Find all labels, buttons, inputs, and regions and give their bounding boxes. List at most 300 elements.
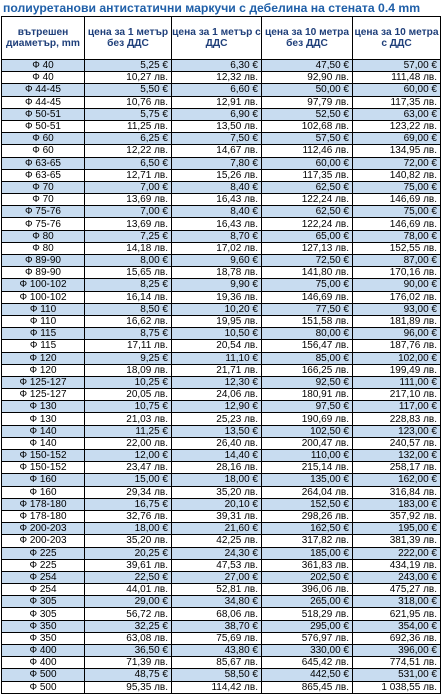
cell-price-10m-vat: 183,00 € bbox=[353, 498, 441, 510]
cell-diameter: Ф 100-102 bbox=[2, 291, 85, 303]
cell-price-10m-vat: 1 038,55 лв. bbox=[353, 681, 441, 693]
cell-price-10m-no-vat: 80,00 € bbox=[262, 328, 353, 340]
cell-price-1m-vat: 10,20 € bbox=[172, 303, 262, 315]
cell-price-1m-no-vat: 71,39 лв. bbox=[85, 657, 172, 669]
table-row bbox=[2, 632, 441, 644]
cell-price-1m-no-vat: 13,69 лв. bbox=[85, 218, 172, 230]
cell-price-10m-no-vat: 60,00 € bbox=[262, 157, 353, 169]
cell-diameter: Ф 110 bbox=[2, 303, 85, 315]
cell-price-1m-vat: 43,80 € bbox=[172, 645, 262, 657]
cell-diameter: Ф 44-45 bbox=[2, 96, 85, 108]
cell-price-1m-no-vat: 22,00 лв. bbox=[85, 437, 172, 449]
cell-price-1m-no-vat: 15,00 € bbox=[85, 474, 172, 486]
cell-price-1m-no-vat: 16,75 € bbox=[85, 498, 172, 510]
cell-price-1m-vat: 28,16 лв. bbox=[172, 462, 262, 474]
table-row bbox=[2, 376, 441, 388]
cell-price-10m-vat: 75,00 € bbox=[353, 181, 441, 193]
cell-price-10m-vat: 123,00 € bbox=[353, 425, 441, 437]
cell-price-10m-no-vat: 62,50 € bbox=[262, 206, 353, 218]
table-row bbox=[2, 437, 441, 449]
cell-price-10m-no-vat: 295,00 € bbox=[262, 620, 353, 632]
cell-price-10m-no-vat: 865,45 лв. bbox=[262, 681, 353, 693]
cell-price-10m-no-vat: 166,25 лв. bbox=[262, 364, 353, 376]
cell-diameter: Ф 40 bbox=[2, 72, 85, 84]
cell-price-1m-vat: 47,53 лв. bbox=[172, 559, 262, 571]
cell-price-1m-vat: 12,90 € bbox=[172, 401, 262, 413]
cell-price-1m-vat: 18,78 лв. bbox=[172, 267, 262, 279]
cell-price-1m-vat: 52,81 лв. bbox=[172, 584, 262, 596]
cell-price-1m-vat: 9,90 € bbox=[172, 279, 262, 291]
cell-price-10m-no-vat: 52,50 € bbox=[262, 108, 353, 120]
cell-price-1m-no-vat: 32,25 € bbox=[85, 620, 172, 632]
cell-price-1m-no-vat: 39,61 лв. bbox=[85, 559, 172, 571]
table-row bbox=[2, 669, 441, 681]
cell-price-1m-no-vat: 18,00 € bbox=[85, 523, 172, 535]
cell-price-1m-vat: 13,50 лв. bbox=[172, 120, 262, 132]
cell-price-10m-vat: 60,00 € bbox=[353, 84, 441, 96]
cell-price-10m-vat: 102,00 € bbox=[353, 352, 441, 364]
cell-price-1m-no-vat: 6,50 € bbox=[85, 157, 172, 169]
cell-price-10m-vat: 774,51 лв. bbox=[353, 657, 441, 669]
table-row bbox=[2, 279, 441, 291]
cell-diameter: Ф 63-65 bbox=[2, 157, 85, 169]
cell-price-1m-vat: 75,69 лв. bbox=[172, 632, 262, 644]
cell-diameter: Ф 225 bbox=[2, 559, 85, 571]
cell-price-10m-no-vat: 215,14 лв. bbox=[262, 462, 353, 474]
cell-price-10m-vat: 134,95 лв. bbox=[353, 145, 441, 157]
table-row bbox=[2, 474, 441, 486]
cell-price-10m-no-vat: 102,68 лв. bbox=[262, 120, 353, 132]
cell-diameter: Ф 100-102 bbox=[2, 279, 85, 291]
cell-diameter: Ф 200-203 bbox=[2, 523, 85, 535]
cell-diameter: Ф 70 bbox=[2, 194, 85, 206]
cell-price-1m-vat: 8,40 € bbox=[172, 181, 262, 193]
cell-price-10m-vat: 152,55 лв. bbox=[353, 242, 441, 254]
cell-price-10m-vat: 87,00 € bbox=[353, 255, 441, 267]
cell-price-1m-no-vat: 32,76 лв. bbox=[85, 510, 172, 522]
table-row bbox=[2, 413, 441, 425]
cell-price-1m-no-vat: 5,25 € bbox=[85, 60, 172, 72]
cell-price-10m-no-vat: 85,00 € bbox=[262, 352, 353, 364]
cell-price-1m-vat: 18,00 € bbox=[172, 474, 262, 486]
cell-price-10m-no-vat: 47,50 € bbox=[262, 60, 353, 72]
cell-price-10m-no-vat: 75,00 € bbox=[262, 279, 353, 291]
cell-diameter: Ф 350 bbox=[2, 632, 85, 644]
cell-price-1m-vat: 12,30 € bbox=[172, 376, 262, 388]
cell-price-10m-vat: 240,57 лв. bbox=[353, 437, 441, 449]
cell-price-1m-vat: 21,71 лв. bbox=[172, 364, 262, 376]
table-row bbox=[2, 571, 441, 583]
table-row bbox=[2, 352, 441, 364]
cell-price-10m-no-vat: 92,90 лв. bbox=[262, 72, 353, 84]
cell-price-10m-vat: 146,69 лв. bbox=[353, 194, 441, 206]
table-row bbox=[2, 450, 441, 462]
cell-price-10m-no-vat: 576,97 лв. bbox=[262, 632, 353, 644]
cell-price-10m-vat: 123,22 лв. bbox=[353, 120, 441, 132]
cell-price-10m-vat: 199,49 лв. bbox=[353, 364, 441, 376]
cell-price-10m-vat: 90,00 € bbox=[353, 279, 441, 291]
cell-price-10m-no-vat: 65,00 € bbox=[262, 230, 353, 242]
table-row bbox=[2, 181, 441, 193]
cell-price-1m-vat: 21,60 € bbox=[172, 523, 262, 535]
cell-price-10m-vat: 111,48 лв. bbox=[353, 72, 441, 84]
cell-price-1m-vat: 15,26 лв. bbox=[172, 169, 262, 181]
table-row bbox=[2, 328, 441, 340]
table-row bbox=[2, 120, 441, 132]
cell-price-10m-vat: 434,19 лв. bbox=[353, 559, 441, 571]
table-row bbox=[2, 681, 441, 693]
cell-price-1m-no-vat: 16,14 лв. bbox=[85, 291, 172, 303]
cell-price-1m-vat: 6,90 € bbox=[172, 108, 262, 120]
table-row bbox=[2, 596, 441, 608]
cell-price-10m-no-vat: 122,24 лв. bbox=[262, 194, 353, 206]
cell-price-10m-vat: 176,02 лв. bbox=[353, 291, 441, 303]
cell-price-10m-no-vat: 141,80 лв. bbox=[262, 267, 353, 279]
cell-price-1m-no-vat: 95,35 лв. bbox=[85, 681, 172, 693]
cell-diameter: Ф 150-152 bbox=[2, 450, 85, 462]
header-price-10m-vat: цена за 10 метра с ДДС bbox=[353, 17, 441, 60]
cell-price-1m-no-vat: 10,76 лв. bbox=[85, 96, 172, 108]
cell-price-1m-vat: 24,06 лв. bbox=[172, 389, 262, 401]
cell-diameter: Ф 89-90 bbox=[2, 267, 85, 279]
cell-price-1m-no-vat: 5,50 € bbox=[85, 84, 172, 96]
cell-diameter: Ф 178-180 bbox=[2, 498, 85, 510]
cell-price-10m-no-vat: 122,24 лв. bbox=[262, 218, 353, 230]
cell-price-1m-vat: 7,80 € bbox=[172, 157, 262, 169]
cell-price-10m-no-vat: 162,50 € bbox=[262, 523, 353, 535]
table-row bbox=[2, 547, 441, 559]
cell-price-1m-no-vat: 10,75 € bbox=[85, 401, 172, 413]
cell-price-10m-vat: 475,27 лв. bbox=[353, 584, 441, 596]
table-row bbox=[2, 218, 441, 230]
cell-price-10m-vat: 228,83 лв. bbox=[353, 413, 441, 425]
cell-price-1m-no-vat: 8,50 € bbox=[85, 303, 172, 315]
page-title: полиуретанови антистатични маркучи с дебелина на стената 0.4 mm bbox=[3, 1, 421, 15]
cell-price-10m-no-vat: 72,50 € bbox=[262, 255, 353, 267]
cell-price-10m-no-vat: 152,50 € bbox=[262, 498, 353, 510]
cell-price-1m-no-vat: 11,25 лв. bbox=[85, 120, 172, 132]
cell-diameter: Ф 60 bbox=[2, 145, 85, 157]
table-row bbox=[2, 535, 441, 547]
cell-price-10m-vat: 692,36 лв. bbox=[353, 632, 441, 644]
table-row bbox=[2, 206, 441, 218]
cell-price-1m-vat: 24,30 € bbox=[172, 547, 262, 559]
table-row bbox=[2, 510, 441, 522]
cell-price-10m-vat: 140,82 лв. bbox=[353, 169, 441, 181]
cell-price-1m-no-vat: 12,00 € bbox=[85, 450, 172, 462]
cell-price-10m-vat: 57,00 € bbox=[353, 60, 441, 72]
cell-price-1m-no-vat: 5,75 € bbox=[85, 108, 172, 120]
cell-price-1m-vat: 25,23 лв. bbox=[172, 413, 262, 425]
cell-price-10m-vat: 187,76 лв. bbox=[353, 340, 441, 352]
cell-price-1m-vat: 17,02 лв. bbox=[172, 242, 262, 254]
cell-price-10m-no-vat: 50,00 € bbox=[262, 84, 353, 96]
table-row bbox=[2, 645, 441, 657]
cell-price-10m-no-vat: 112,46 лв. bbox=[262, 145, 353, 157]
cell-price-1m-vat: 6,60 € bbox=[172, 84, 262, 96]
cell-price-10m-no-vat: 117,35 лв. bbox=[262, 169, 353, 181]
cell-price-10m-vat: 531,00 € bbox=[353, 669, 441, 681]
cell-price-1m-no-vat: 63,08 лв. bbox=[85, 632, 172, 644]
table-row bbox=[2, 230, 441, 242]
cell-diameter: Ф 110 bbox=[2, 315, 85, 327]
cell-price-1m-no-vat: 10,27 лв. bbox=[85, 72, 172, 84]
cell-diameter: Ф 305 bbox=[2, 596, 85, 608]
cell-price-10m-no-vat: 185,00 € bbox=[262, 547, 353, 559]
cell-price-1m-vat: 11,10 € bbox=[172, 352, 262, 364]
cell-price-10m-no-vat: 396,06 лв. bbox=[262, 584, 353, 596]
cell-price-10m-no-vat: 57,50 € bbox=[262, 133, 353, 145]
cell-price-1m-no-vat: 29,34 лв. bbox=[85, 486, 172, 498]
table-row bbox=[2, 523, 441, 535]
table-row bbox=[2, 364, 441, 376]
table-row bbox=[2, 559, 441, 571]
table-row bbox=[2, 291, 441, 303]
cell-diameter: Ф 400 bbox=[2, 645, 85, 657]
cell-price-1m-no-vat: 14,18 лв. bbox=[85, 242, 172, 254]
table-body bbox=[2, 60, 441, 694]
table-row bbox=[2, 340, 441, 352]
cell-price-10m-vat: 181,89 лв. bbox=[353, 315, 441, 327]
cell-price-10m-vat: 78,00 € bbox=[353, 230, 441, 242]
cell-price-10m-no-vat: 442,50 € bbox=[262, 669, 353, 681]
cell-price-1m-vat: 68,06 лв. bbox=[172, 608, 262, 620]
cell-diameter: Ф 305 bbox=[2, 608, 85, 620]
table-row bbox=[2, 169, 441, 181]
cell-price-10m-vat: 381,39 лв. bbox=[353, 535, 441, 547]
cell-price-10m-no-vat: 190,69 лв. bbox=[262, 413, 353, 425]
cell-price-10m-no-vat: 330,00 € bbox=[262, 645, 353, 657]
cell-price-1m-no-vat: 35,20 лв. bbox=[85, 535, 172, 547]
cell-diameter: Ф 500 bbox=[2, 681, 85, 693]
cell-price-1m-vat: 7,50 € bbox=[172, 133, 262, 145]
cell-diameter: Ф 225 bbox=[2, 547, 85, 559]
cell-price-1m-vat: 13,50 € bbox=[172, 425, 262, 437]
price-table bbox=[1, 16, 441, 694]
cell-price-1m-no-vat: 22,50 € bbox=[85, 571, 172, 583]
cell-price-10m-vat: 111,00 € bbox=[353, 376, 441, 388]
cell-price-1m-no-vat: 44,01 лв. bbox=[85, 584, 172, 596]
cell-price-1m-no-vat: 21,03 лв. bbox=[85, 413, 172, 425]
cell-price-10m-vat: 354,00 € bbox=[353, 620, 441, 632]
cell-price-10m-no-vat: 156,47 лв. bbox=[262, 340, 353, 352]
table-row bbox=[2, 462, 441, 474]
cell-price-1m-vat: 12,32 лв. bbox=[172, 72, 262, 84]
cell-price-10m-vat: 170,16 лв. bbox=[353, 267, 441, 279]
cell-diameter: Ф 50-51 bbox=[2, 108, 85, 120]
cell-price-1m-no-vat: 8,75 € bbox=[85, 328, 172, 340]
cell-price-1m-vat: 26,40 лв. bbox=[172, 437, 262, 449]
cell-diameter: Ф 178-180 bbox=[2, 510, 85, 522]
cell-price-10m-vat: 316,84 лв. bbox=[353, 486, 441, 498]
table-row bbox=[2, 425, 441, 437]
cell-price-10m-vat: 117,35 лв. bbox=[353, 96, 441, 108]
table-row bbox=[2, 401, 441, 413]
cell-diameter: Ф 160 bbox=[2, 474, 85, 486]
cell-price-1m-vat: 27,00 € bbox=[172, 571, 262, 583]
cell-price-10m-no-vat: 265,00 € bbox=[262, 596, 353, 608]
cell-price-1m-vat: 10,50 € bbox=[172, 328, 262, 340]
cell-price-1m-vat: 6,30 € bbox=[172, 60, 262, 72]
cell-price-10m-no-vat: 298,26 лв. bbox=[262, 510, 353, 522]
cell-diameter: Ф 125-127 bbox=[2, 389, 85, 401]
cell-price-10m-vat: 132,00 € bbox=[353, 450, 441, 462]
cell-price-1m-vat: 19,95 лв. bbox=[172, 315, 262, 327]
cell-price-10m-vat: 117,00 € bbox=[353, 401, 441, 413]
cell-diameter: Ф 200-203 bbox=[2, 535, 85, 547]
table-row bbox=[2, 608, 441, 620]
cell-diameter: Ф 140 bbox=[2, 437, 85, 449]
cell-price-1m-vat: 12,91 лв. bbox=[172, 96, 262, 108]
cell-diameter: Ф 500 bbox=[2, 669, 85, 681]
cell-price-1m-no-vat: 20,05 лв. bbox=[85, 389, 172, 401]
cell-price-10m-no-vat: 151,58 лв. bbox=[262, 315, 353, 327]
cell-diameter: Ф 70 bbox=[2, 181, 85, 193]
cell-price-1m-vat: 20,54 лв. bbox=[172, 340, 262, 352]
cell-price-1m-no-vat: 17,11 лв. bbox=[85, 340, 172, 352]
cell-diameter: Ф 89-90 bbox=[2, 255, 85, 267]
table-row bbox=[2, 486, 441, 498]
cell-price-1m-vat: 8,70 € bbox=[172, 230, 262, 242]
cell-price-10m-vat: 396,00 € bbox=[353, 645, 441, 657]
cell-diameter: Ф 254 bbox=[2, 571, 85, 583]
cell-diameter: Ф 125-127 bbox=[2, 376, 85, 388]
cell-price-10m-no-vat: 77,50 € bbox=[262, 303, 353, 315]
cell-price-10m-no-vat: 645,42 лв. bbox=[262, 657, 353, 669]
cell-price-10m-no-vat: 62,50 € bbox=[262, 181, 353, 193]
cell-diameter: Ф 400 bbox=[2, 657, 85, 669]
cell-price-1m-vat: 8,40 € bbox=[172, 206, 262, 218]
cell-price-10m-no-vat: 97,50 € bbox=[262, 401, 353, 413]
cell-price-10m-no-vat: 200,47 лв. bbox=[262, 437, 353, 449]
cell-price-1m-no-vat: 9,25 € bbox=[85, 352, 172, 364]
cell-price-1m-no-vat: 8,00 € bbox=[85, 255, 172, 267]
cell-price-1m-vat: 35,20 лв. bbox=[172, 486, 262, 498]
header-price-10m-no-vat: цена за 10 метра без ДДС bbox=[262, 17, 353, 60]
cell-price-1m-vat: 34,80 € bbox=[172, 596, 262, 608]
table-header-row bbox=[2, 17, 441, 60]
cell-price-1m-no-vat: 15,65 лв. bbox=[85, 267, 172, 279]
cell-diameter: Ф 75-76 bbox=[2, 206, 85, 218]
cell-diameter: Ф 80 bbox=[2, 230, 85, 242]
cell-price-1m-no-vat: 7,25 € bbox=[85, 230, 172, 242]
cell-price-1m-vat: 42,25 лв. bbox=[172, 535, 262, 547]
table-row bbox=[2, 96, 441, 108]
table-row bbox=[2, 315, 441, 327]
cell-price-10m-no-vat: 317,82 лв. bbox=[262, 535, 353, 547]
cell-price-10m-vat: 357,92 лв. bbox=[353, 510, 441, 522]
cell-price-1m-vat: 14,67 лв. bbox=[172, 145, 262, 157]
table-row bbox=[2, 242, 441, 254]
cell-price-1m-no-vat: 56,72 лв. bbox=[85, 608, 172, 620]
cell-price-1m-vat: 14,40 € bbox=[172, 450, 262, 462]
table-row bbox=[2, 498, 441, 510]
cell-price-10m-vat: 621,95 лв. bbox=[353, 608, 441, 620]
table-row bbox=[2, 194, 441, 206]
table-row bbox=[2, 584, 441, 596]
cell-price-10m-vat: 96,00 € bbox=[353, 328, 441, 340]
cell-price-10m-no-vat: 97,79 лв. bbox=[262, 96, 353, 108]
table-row bbox=[2, 145, 441, 157]
cell-price-1m-no-vat: 23,47 лв. bbox=[85, 462, 172, 474]
cell-diameter: Ф 160 bbox=[2, 486, 85, 498]
table-row bbox=[2, 267, 441, 279]
cell-diameter: Ф 140 bbox=[2, 425, 85, 437]
cell-price-10m-vat: 217,10 лв. bbox=[353, 389, 441, 401]
cell-diameter: Ф 50-51 bbox=[2, 120, 85, 132]
table-row bbox=[2, 620, 441, 632]
cell-price-1m-no-vat: 8,25 € bbox=[85, 279, 172, 291]
cell-price-1m-no-vat: 10,25 € bbox=[85, 376, 172, 388]
cell-price-10m-no-vat: 110,00 € bbox=[262, 450, 353, 462]
table-row bbox=[2, 133, 441, 145]
cell-price-10m-no-vat: 135,00 € bbox=[262, 474, 353, 486]
cell-price-10m-vat: 243,00 € bbox=[353, 571, 441, 583]
cell-diameter: Ф 130 bbox=[2, 413, 85, 425]
table-row bbox=[2, 157, 441, 169]
cell-diameter: Ф 254 bbox=[2, 584, 85, 596]
table-row bbox=[2, 303, 441, 315]
cell-price-10m-no-vat: 146,69 лв. bbox=[262, 291, 353, 303]
cell-price-10m-vat: 75,00 € bbox=[353, 206, 441, 218]
cell-price-1m-no-vat: 48,75 € bbox=[85, 669, 172, 681]
table-row bbox=[2, 255, 441, 267]
cell-price-1m-no-vat: 7,00 € bbox=[85, 181, 172, 193]
cell-price-10m-vat: 222,00 € bbox=[353, 547, 441, 559]
cell-diameter: Ф 130 bbox=[2, 401, 85, 413]
header-diameter: вътрешен диаметър, mm bbox=[2, 17, 85, 60]
cell-price-10m-vat: 72,00 € bbox=[353, 157, 441, 169]
cell-diameter: Ф 120 bbox=[2, 364, 85, 376]
cell-price-10m-no-vat: 102,50 € bbox=[262, 425, 353, 437]
cell-price-10m-vat: 93,00 € bbox=[353, 303, 441, 315]
cell-price-10m-no-vat: 127,13 лв. bbox=[262, 242, 353, 254]
cell-diameter: Ф 80 bbox=[2, 242, 85, 254]
cell-price-1m-no-vat: 12,71 лв. bbox=[85, 169, 172, 181]
cell-price-1m-no-vat: 11,25 € bbox=[85, 425, 172, 437]
cell-diameter: Ф 115 bbox=[2, 340, 85, 352]
cell-diameter: Ф 44-45 bbox=[2, 84, 85, 96]
cell-price-10m-no-vat: 361,83 лв. bbox=[262, 559, 353, 571]
header-price-1m-no-vat: цена за 1 метър без ДДС bbox=[85, 17, 172, 60]
cell-price-10m-vat: 195,00 € bbox=[353, 523, 441, 535]
cell-price-1m-no-vat: 29,00 € bbox=[85, 596, 172, 608]
table-row bbox=[2, 389, 441, 401]
cell-price-1m-vat: 19,36 лв. bbox=[172, 291, 262, 303]
cell-price-1m-no-vat: 6,25 € bbox=[85, 133, 172, 145]
cell-price-1m-no-vat: 18,09 лв. bbox=[85, 364, 172, 376]
cell-price-1m-no-vat: 13,69 лв. bbox=[85, 194, 172, 206]
table-row bbox=[2, 72, 441, 84]
cell-price-10m-vat: 162,00 € bbox=[353, 474, 441, 486]
cell-price-1m-vat: 114,42 лв. bbox=[172, 681, 262, 693]
cell-price-1m-vat: 16,43 лв. bbox=[172, 194, 262, 206]
cell-price-1m-vat: 58,50 € bbox=[172, 669, 262, 681]
table-row bbox=[2, 60, 441, 72]
cell-diameter: Ф 150-152 bbox=[2, 462, 85, 474]
cell-price-10m-vat: 63,00 € bbox=[353, 108, 441, 120]
cell-diameter: Ф 40 bbox=[2, 60, 85, 72]
cell-price-10m-vat: 318,00 € bbox=[353, 596, 441, 608]
cell-price-1m-vat: 38,70 € bbox=[172, 620, 262, 632]
cell-price-1m-vat: 20,10 € bbox=[172, 498, 262, 510]
cell-price-10m-no-vat: 518,29 лв. bbox=[262, 608, 353, 620]
cell-price-1m-vat: 9,60 € bbox=[172, 255, 262, 267]
cell-price-10m-no-vat: 92,50 € bbox=[262, 376, 353, 388]
cell-diameter: Ф 120 bbox=[2, 352, 85, 364]
cell-price-1m-no-vat: 7,00 € bbox=[85, 206, 172, 218]
cell-price-1m-no-vat: 12,22 лв. bbox=[85, 145, 172, 157]
